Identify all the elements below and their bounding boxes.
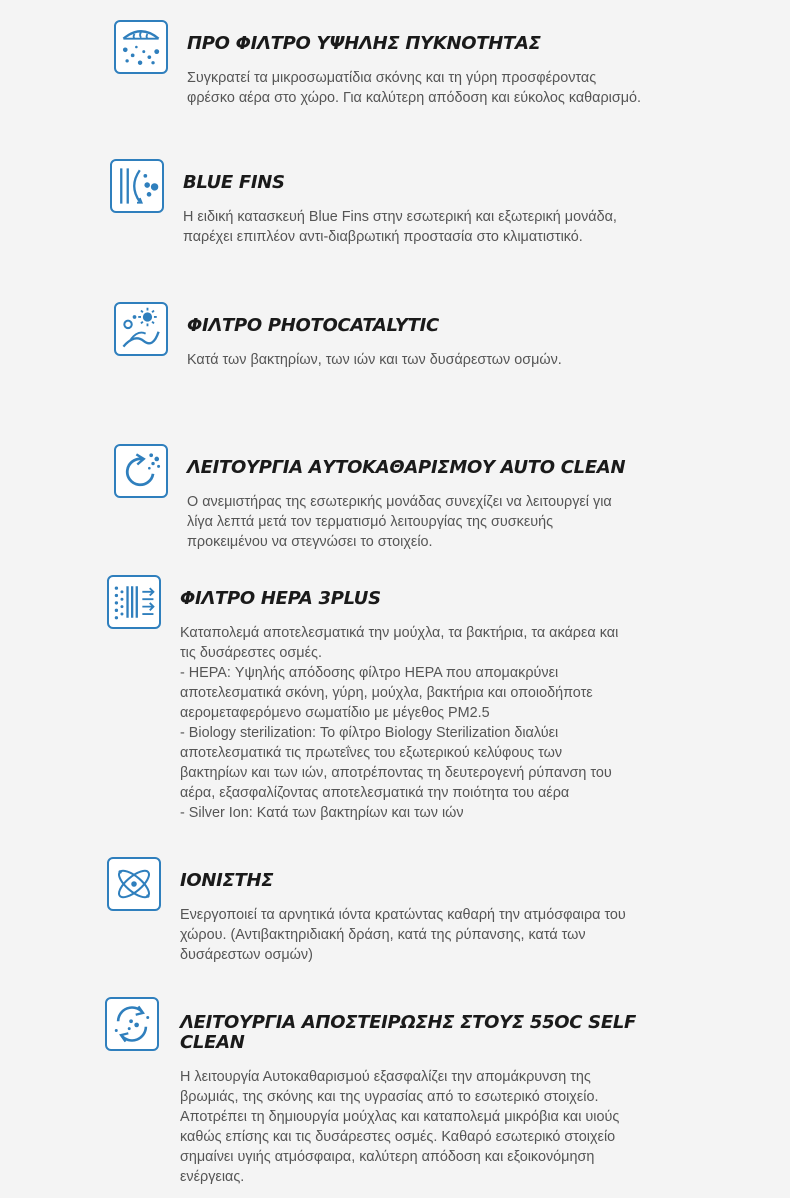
feature-description: Συγκρατεί τα μικροσωματίδια σκόνης και τη γύρη προσφέροντας φρέσκο αέρα στο χώρο. Για καλύτερη απόδοση και εύκολος καθαρισμό. [187, 70, 642, 106]
feature-description: Ενεργοποιεί τα αρνητικά ιόντα κρατώντας καθαρή την ατμόσφαιρα του χώρου. (Αντιβακτηριδιακή δράση, κατά της ρύπανσης, κατά των δυσάρεστων οσμών) [180, 907, 626, 963]
feature-description: Καταπολεμά αποτελεσματικά την μούχλα, τα βακτήρια, τα ακάρεα και τις δυσάρεστες οσμές. - HEPA: Υψηλής απόδοσης φίλτρο HEPA που απομακρύνει αποτελεσματικά σκόνη, γύρη, μούχλα, βακτήρια και οποιοδήποτε αερομεταφερόμενο σωματίδιο με μέγεθος PM2.5 - Biology sterilization: Το φίλτρο Biology Sterilization διαλύει αποτελεσματικά τις πρωτεΐνες του εξωτερικού κελύφους των βακτηρίων και των ιών, αποτρέποντας τη δευτερογενή ρύπανση του αέρα, εξασφαλίζοντας αποτελεσματικά την ποιότητα του αέρα - Silver Ion: Κατά των βακτηρίων και των ιών [180, 625, 619, 821]
photocatalytic-icon [114, 302, 168, 356]
feature-title: BLUE FINS [183, 172, 285, 193]
feature-title: ΦΙΛΤΡΟ HEPA 3PLUS [180, 588, 381, 609]
feature-title: ΦΙΛΤΡΟ PHOTOCATALYTIC [187, 315, 439, 336]
hepa-filter-icon [107, 575, 161, 629]
blue-fins-icon [110, 159, 164, 213]
feature-description: Κατά των βακτηρίων, των ιών και των δυσάρεστων οσμών. [187, 352, 562, 368]
feature-title: ΠΡΟ ΦΙΛΤΡΟ ΥΨΗΛΗΣ ΠΥΚΝΟΤΗΤΑΣ [187, 33, 541, 54]
ionizer-icon [107, 857, 161, 911]
self-clean-icon [105, 997, 159, 1051]
feature-title: ΛΕΙΤΟΥΡΓΙΑ ΑΥΤΟΚΑΘΑΡΙΣΜΟΥ AUTO CLEAN [187, 457, 626, 478]
auto-clean-icon [114, 444, 168, 498]
feature-description: Ο ανεμιστήρας της εσωτερικής μονάδας συνεχίζει να λειτουργεί για λίγα λεπτά μετά τον τερματισμό λειτουργίας της συσκευής προκειμένου να στεγνώσει το στοιχείο. [187, 494, 612, 550]
feature-title: ΙΟΝΙΣΤΗΣ [180, 870, 274, 891]
feature-description: Η λειτουργία Αυτοκαθαρισμού εξασφαλίζει την απομάκρυνση της βρωμιάς, της σκόνης και της υγρασίας από το εσωτερικό στοιχείο. Αποτρέπει τη δημιουργία μούχλας και καταπολεμά μικρόβια και υιούς καθώς επίσης και τις δυσάρεστες οσμές. Καθαρό εσωτερικό στοιχείο σημαίνει υγιής ατμόσφαιρα, καλύτερη απόδοση και εξοικονόμηση ενέργειας. [180, 1069, 620, 1185]
feature-title: ΛΕΙΤΟΥΡΓΙΑ ΑΠΟΣΤΕΙΡΩΣΗΣ ΣΤΟΥΣ 55ΟC SELF CLEAN [180, 1012, 637, 1053]
feature-description: Η ειδική κατασκευή Blue Fins στην εσωτερική και εξωτερική μονάδα, παρέχει επιπλέον αντι-διαβρωτική προστασία στο κλιματιστικό. [183, 209, 617, 245]
defrost-filter-icon [114, 20, 168, 74]
